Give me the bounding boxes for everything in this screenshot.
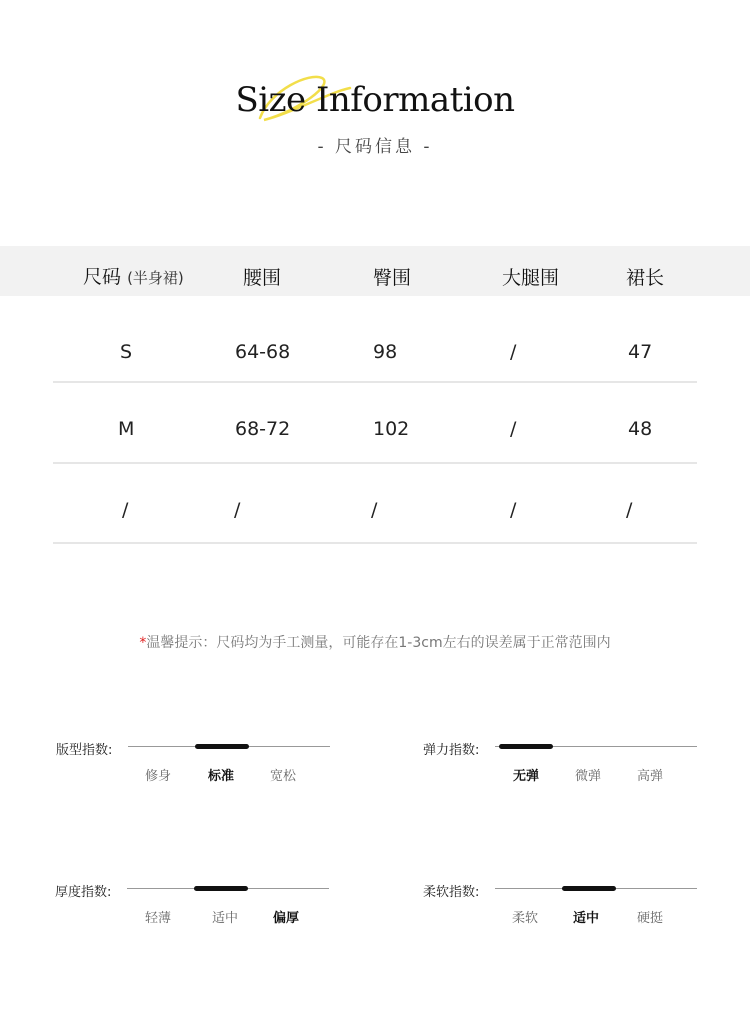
page-subtitle: - 尺码信息 -	[317, 137, 433, 157]
thickness-option-medium: 适中	[212, 911, 239, 926]
cell-hip: /	[371, 499, 378, 521]
fit-index	[56, 743, 336, 796]
cell-length: 47	[628, 341, 653, 363]
cell-size: S	[120, 341, 133, 363]
size-table-header	[0, 246, 750, 296]
page-title: Size Information	[235, 80, 515, 120]
softness-index-label: 柔软指数:	[423, 885, 480, 900]
table-row	[0, 341, 750, 381]
cell-thigh: /	[510, 499, 517, 521]
elasticity-index	[423, 743, 703, 796]
cell-hip: 102	[373, 418, 410, 440]
cell-thigh: /	[510, 341, 517, 363]
cell-waist: /	[234, 499, 241, 521]
fit-option-standard: 标准	[208, 769, 235, 784]
softness-index	[423, 885, 703, 938]
cell-size: /	[122, 499, 129, 521]
thickness-index-marker	[194, 886, 248, 891]
header-hip: 臀围	[373, 267, 412, 289]
header-waist: 腰围	[243, 267, 282, 289]
fit-index-label: 版型指数:	[56, 743, 113, 758]
cell-hip: 98	[373, 341, 398, 363]
fit-index-marker	[195, 744, 249, 749]
softness-option-soft: 柔软	[512, 911, 539, 926]
thickness-option-thin: 轻薄	[145, 911, 172, 926]
table-row	[0, 499, 750, 539]
title-section	[0, 70, 750, 160]
thickness-index-label: 厚度指数:	[55, 885, 112, 900]
softness-index-marker	[562, 886, 616, 891]
cell-waist: 68-72	[235, 418, 291, 440]
thickness-index	[55, 885, 335, 938]
cell-length: /	[626, 499, 633, 521]
tip-star: *	[139, 635, 147, 651]
softness-option-stiff: 硬挺	[637, 911, 664, 926]
cell-thigh: /	[510, 418, 517, 440]
tip-text: 温馨提示：尺码均为手工测量，可能存在1-3cm左右的误差属于正常范围内	[146, 635, 611, 651]
header-thigh: 大腿围	[502, 267, 560, 289]
header-size	[83, 262, 184, 289]
fit-option-slim: 修身	[145, 769, 172, 784]
elasticity-option-slight: 微弹	[575, 769, 602, 784]
elasticity-option-high: 高弹	[637, 769, 664, 784]
header-size-note: (半身裙)	[127, 269, 184, 287]
cell-length: 48	[628, 418, 653, 440]
row-divider	[53, 462, 697, 464]
row-divider	[53, 381, 697, 383]
measurement-tip	[0, 632, 750, 652]
elasticity-option-none: 无弹	[513, 769, 540, 784]
fit-option-loose: 宽松	[270, 769, 297, 784]
header-length: 裙长	[626, 267, 665, 289]
row-divider	[53, 542, 697, 544]
elasticity-index-label: 弹力指数:	[423, 743, 480, 758]
softness-option-medium: 适中	[573, 911, 600, 926]
thickness-option-thick: 偏厚	[273, 911, 300, 926]
table-row	[0, 418, 750, 458]
elasticity-index-marker	[499, 744, 553, 749]
cell-size: M	[118, 418, 135, 440]
cell-waist: 64-68	[235, 341, 291, 363]
header-size-label: 尺码	[83, 266, 122, 288]
